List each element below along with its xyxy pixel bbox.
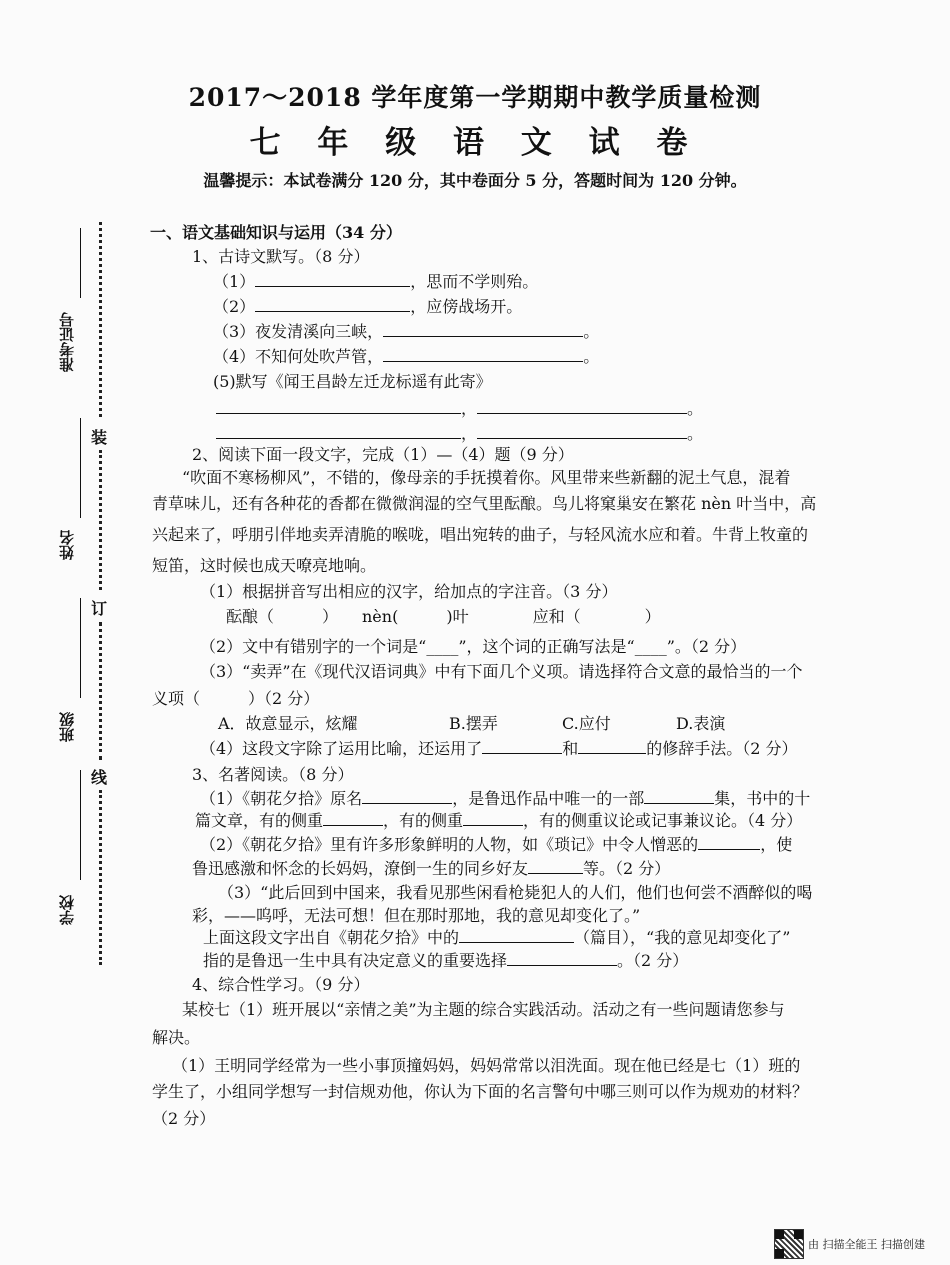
q1-item-5: (5)默写《闻王昌龄左迁龙标遥有此寄》 — [213, 372, 492, 391]
q2-sub-1: （1）根据拼音写出相应的汉字，给加点的字注音。（3 分） — [200, 582, 618, 601]
q4-para-1: 某校七（1）班开展以“亲情之美”为主题的综合实践活动。活动之有一些问题请您参与 — [182, 1000, 785, 1019]
q4-para-3: （1）王明同学经常为一些小事顶撞妈妈，妈妈常常以泪洗面。现在他已经是七（1）班的 — [172, 1056, 801, 1075]
q1-item-1: （1） ，思而不学则殆。 — [213, 272, 539, 291]
answer-blank[interactable] — [644, 789, 714, 804]
q2-sub-2: （2）文中有错别字的一个词是“____”，这个词的正确写法是“____”。（2 分） — [200, 637, 747, 656]
q3-line-2: 篇文章，有的侧重 ，有的侧重 ，有的侧重议论或记事兼议论。（4 分） — [195, 811, 803, 830]
q3-line-4: 鲁迅感激和怀念的长妈妈，潦倒一生的同乡好友 等。（2 分） — [192, 859, 671, 878]
q2-passage-3: 兴起来了，呼朋引伴地卖弄清脆的喉咙，唱出宛转的曲子，与轻风流水应和着。牛背上牧童的 — [152, 525, 809, 544]
answer-blank[interactable] — [459, 928, 574, 943]
school-line — [80, 770, 81, 880]
q2-title: 2、阅读下面一段文字，完成（1）—（4）题（9 分） — [192, 445, 574, 464]
name-label: 姓名 — [58, 530, 76, 560]
q3-line-3: （2）《朝花夕拾》里有许多形象鲜明的人物，如《琐记》中令人憎恶的 ，使 — [200, 835, 793, 854]
q2-sub-3-cont: 义项（ ）（2 分） — [152, 689, 320, 708]
q1-title: 1、古诗文默写。（8 分） — [192, 247, 370, 266]
answer-blank[interactable] — [477, 424, 687, 439]
exam-title: 2017～2018 学年度第一学期期中教学质量检测 — [188, 83, 762, 112]
q3-line-1: （1）《朝花夕拾》原名 ，是鲁迅作品中唯一的一部 集，书中的十 — [200, 789, 811, 808]
q2-passage-2: 青草味儿，还有各种花的香都在微微润湿的空气里酝酿。鸟儿将窠巢安在繁花 nèn 叶当中，高 — [152, 494, 817, 513]
answer-blank[interactable] — [255, 272, 410, 287]
q4-para-2: 解决。 — [152, 1028, 201, 1047]
q4-title: 4、综合性学习。（9 分） — [192, 975, 370, 994]
name-line — [80, 418, 81, 518]
binding-dots-4 — [99, 790, 102, 965]
class-label: 班级 — [58, 712, 76, 742]
binding-dots-1 — [99, 222, 102, 417]
answer-blank[interactable] — [463, 811, 523, 826]
q3-line-7: 上面这段文字出自《朝花夕拾》中的 （篇目），“我的意见却变化了” — [203, 928, 791, 947]
answer-blank[interactable] — [507, 951, 617, 966]
answer-blank[interactable] — [362, 789, 452, 804]
q4-para-5: （2 分） — [152, 1109, 216, 1128]
answer-blank[interactable] — [323, 811, 383, 826]
answer-blank[interactable] — [216, 424, 461, 439]
answer-blank[interactable] — [216, 399, 461, 414]
q1-item-4: （4）不知何处吹芦管， 。 — [213, 347, 600, 366]
q2-passage-4: 短笛，这时候也成天嘹亮地响。 — [152, 556, 377, 575]
answer-blank[interactable] — [477, 399, 687, 414]
binding-dots-3 — [99, 622, 102, 760]
scanner-watermark: 由 扫描全能王 扫描创建 — [808, 1238, 925, 1251]
answer-blank[interactable] — [698, 835, 760, 850]
exam-no-label: 准考证号 — [58, 312, 76, 372]
q2-sub-3: （3）“卖弄”在《现代汉语词典》中有下面几个义项。请选择符合文意的最恰当的一个 — [200, 662, 803, 681]
option-a[interactable]: A．故意显示，炫耀 — [218, 714, 358, 733]
option-c[interactable]: C.应付 — [562, 714, 611, 733]
q1-item-2: （2） ，应傍战场开。 — [213, 297, 523, 316]
q1-item-5-line-2: ， 。 — [216, 421, 703, 444]
answer-blank[interactable] — [255, 297, 410, 312]
section-heading: 一、语文基础知识与运用（34 分） — [150, 223, 402, 242]
binding-dots-2 — [99, 450, 102, 590]
q3-line-8: 指的是鲁迅一生中具有决定意义的重要选择 。（2 分） — [203, 951, 689, 970]
ding-mark: 订 — [91, 599, 108, 618]
school-label: 学校 — [58, 895, 76, 925]
q4-para-4: 学生了，小组同学想写一封信规劝他，你认为下面的名言警句中哪三则可以作为规劝的材料？ — [152, 1082, 809, 1101]
q1-item-5-line-1: ， 。 — [216, 396, 703, 419]
q2-sub-4: （4）这段文字除了运用比喻，还运用了 和 的修辞手法。（2 分） — [200, 739, 798, 758]
answer-blank[interactable] — [528, 859, 583, 874]
answer-blank[interactable] — [482, 739, 562, 754]
answer-blank[interactable] — [383, 322, 583, 337]
q2-sub-1-items: 酝酿（ ） nèn( )叶 应和（ ） — [226, 607, 661, 626]
q3-line-5: （3）“此后回到中国来，我看见那些闲看枪毙犯人的人们，他们也何尝不酒醉似的喝 — [218, 883, 813, 902]
zhuang-mark: 装 — [91, 428, 108, 447]
option-d[interactable]: D.表演 — [676, 714, 726, 733]
option-b[interactable]: B.摆弄 — [449, 714, 498, 733]
q2-passage-1: “吹面不寒杨柳风”，不错的，像母亲的手抚摸着你。风里带来些新翻的泥土气息，混着 — [182, 468, 791, 487]
xian-mark: 线 — [91, 768, 108, 787]
answer-blank[interactable] — [383, 347, 583, 362]
q3-line-6: 彩，——呜呼，无法可想！但在那时那地，我的意见却变化了。” — [192, 906, 641, 925]
class-line — [80, 598, 81, 698]
q1-item-3: （3）夜发清溪向三峡， 。 — [213, 322, 600, 341]
exam-no-line — [80, 228, 81, 298]
qr-code-icon — [774, 1229, 804, 1259]
q3-title: 3、名著阅读。（8 分） — [192, 765, 354, 784]
answer-blank[interactable] — [578, 739, 646, 754]
exam-subtitle: 七 年 级 语 文 试 卷 — [249, 125, 701, 161]
exam-tip: 温馨提示：本试卷满分 120 分，其中卷面分 5 分，答题时间为 120 分钟。 — [203, 171, 747, 190]
